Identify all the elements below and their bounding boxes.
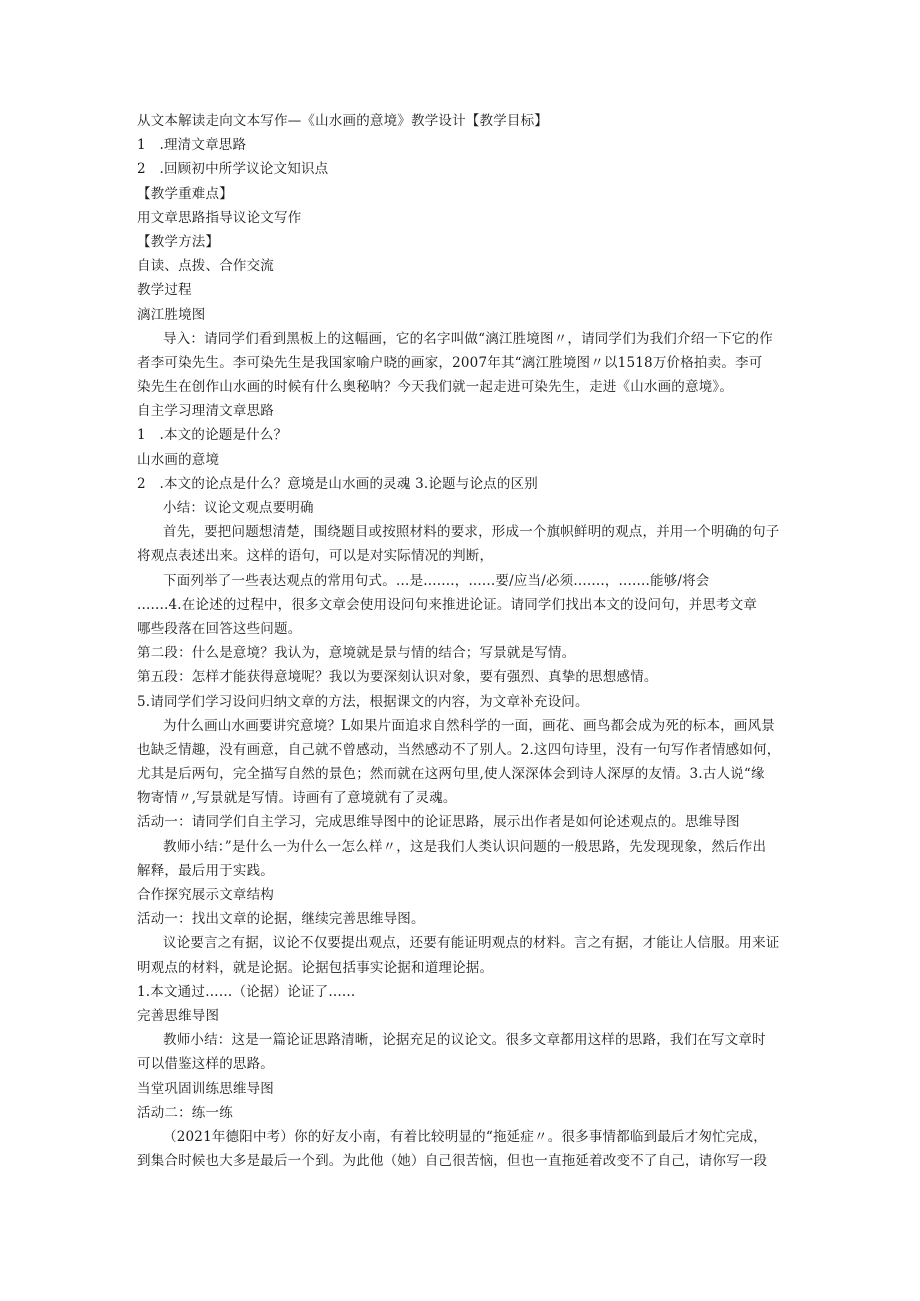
activity-line: 活动一：找出文章的论据，继续完善思维导图。: [137, 911, 425, 928]
doc-title: 从文本解读走向文本写作—《山水画的意境》教学设计【教学目标】: [137, 113, 548, 129]
section-heading: 【教学重难点】: [137, 185, 233, 202]
paragraph-line: 到集合时候也大多是最后一个到。为此他（她）自己很苦恼，但也一直拖延着改变不了自己，请你写一段: [137, 1153, 768, 1170]
text-line: 第五段：怎样才能获得意境呢？我以为要深刻认识对象，要有强烈、真挚的思想感情。: [137, 669, 658, 686]
summary-line: 解释，最后用于实践。: [137, 862, 274, 879]
text-line: 用文章思路指导议论文写作: [137, 209, 302, 226]
subsection-heading: 漓江胜境图: [137, 306, 206, 323]
text-line: 第二段：什么是意境？我认为，意境就是景与情的结合；写景就是写情。: [137, 645, 576, 662]
objective-item: 1 .理清文章思路: [137, 137, 247, 154]
paragraph-line: 导入：请同学们看到黑板上的这幅画，它的名字叫做“漓江胜境图〃，请同学们为我们介绍一下它的作: [163, 330, 773, 347]
question-item: 2 .本文的论点是什么？意境是山水画的灵魂 3.论题与论点的区别: [137, 475, 538, 492]
section-heading: 【教学方法】: [137, 233, 220, 250]
text-line: 1.本文通过……（论据）论证了......: [137, 983, 356, 1000]
subsection-heading: 当堂巩固训练思维导图: [137, 1080, 274, 1097]
text-line: 自读、点拨、合作交流: [137, 258, 274, 275]
paragraph-line: 下面列举了一些表达观点的常用句式。…是.......，......要/应当/必须.......，.......能够/将会: [163, 572, 710, 589]
text-line: 山水画的意境: [137, 451, 220, 468]
summary-line: 教师小结：这是一篇论证思路清晰，论据充足的议论文。很多文章都用这样的思路，我们在写文章时: [163, 1032, 766, 1049]
summary-line: 可以借鉴这样的思路。: [137, 1056, 274, 1073]
summary-line: 小结：议论文观点要明确: [163, 500, 314, 516]
subsection-heading: 合作探究展示文章结构: [137, 887, 274, 903]
paragraph-line: 也缺乏情趣，没有画意，自己就不曾感动，当然感动不了别人。2.这四句诗里，没有一句写作者情感如何，: [137, 741, 781, 758]
question-item: 5.请同学们学习设问归纳文章的方法，根据课文的内容，为文章补充设问。: [137, 693, 589, 710]
objective-item: 2 .回顾初中所学议论文知识点: [137, 161, 329, 178]
document-body: [137, 109, 797, 1173]
question-item: 1 .本文的论题是什么？: [137, 427, 288, 444]
paragraph-line: （2021年德阳中考）你的好友小南，有着比较明显的“拖延症〃。很多事情都临到最后才匆忙完成，: [163, 1128, 767, 1145]
summary-line: 教师小结：”是什么一为什么一怎么样〃，这是我们人类认识问题的一般思路，先发现现象，然后作出: [163, 838, 767, 855]
paragraph-line: 为什么画山水画要讲究意境？L如果片面追求自然科学的一面，画花、画鸟都会成为死的标本，画风景: [163, 717, 775, 734]
activity-line: 活动二：练一练: [137, 1104, 233, 1121]
text-line: 完善思维导图: [137, 1007, 220, 1024]
paragraph-line: 尤其是后两句，完全描写自然的景色；然而就在这两句里,使人深深体会到诗人深厚的友情。3.古人说“缘: [137, 766, 765, 783]
section-heading: 教学过程: [137, 282, 192, 299]
paragraph-line: 明观点的材料，就是论据。论据包括事实论据和道理论据。: [137, 959, 494, 976]
paragraph-line: 哪些段落在回答这些问题。: [137, 620, 302, 637]
paragraph-line: 者李可染先生。李可染先生是我国家喻户晓的画家，2007年其“漓江胜境图〃以1518万价格拍卖。李可: [137, 354, 763, 371]
paragraph-line: 染先生在创作山水画的时候有什么奥秘呐？今天我们就一起走进可染先生，走进《山水画的意境》。: [137, 379, 734, 396]
paragraph-line: 物寄情〃,写景就是写情。诗画有了意境就有了灵魂。: [137, 790, 457, 807]
activity-line: 活动一：请同学们自主学习，完成思维导图中的论证思路，展示出作者是如何论述观点的。思维导图: [137, 814, 740, 831]
paragraph-line: .......4.在论述的过程中，很多文章会使用设问句来推进论证。请同学们找出本文的设问句，并思考文章: [137, 596, 758, 613]
paragraph-line: 议论要言之有据，议论不仅要提出观点，还要有能证明观点的材料。言之有据，才能让人信服。用来证: [163, 935, 780, 952]
paragraph-line: 首先，要把问题想清楚，围绕题目或按照材料的要求，形成一个旗帜鲜明的观点，并用一个明确的句子: [163, 524, 780, 541]
paragraph-line: 将观点表述出来。这样的语句，可以是对实际情况的判断，: [137, 548, 494, 565]
subsection-heading: 自主学习理清文章思路: [137, 403, 274, 420]
